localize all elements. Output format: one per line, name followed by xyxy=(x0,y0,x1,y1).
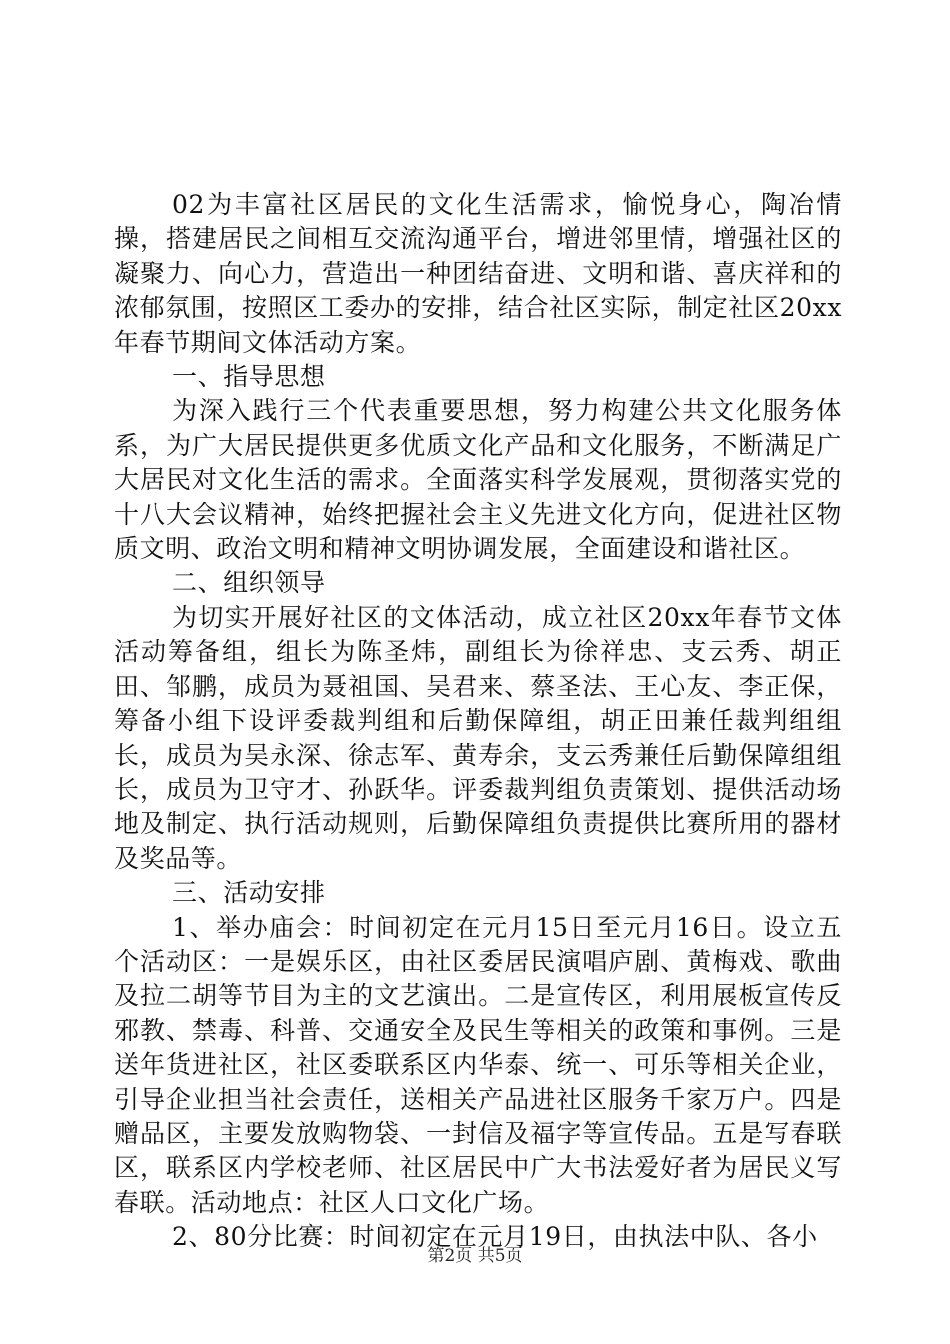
section-heading-activities: 三、活动安排 xyxy=(172,878,326,908)
section-heading-organization: 二、组织领导 xyxy=(172,568,326,598)
page-number-footer: 第2页 共5页 xyxy=(427,1246,523,1266)
card-game-paragraph: 2、80分比赛：时间初定在元月19日，由执法中队、各小 xyxy=(172,1222,818,1252)
guiding-thought-paragraph: 为深入践行三个代表重要思想，努力构建公共文化服务体系，为广大居民提供更多优质文化产品和文化服务，不断满足广大居民对文化生活的需求。全面落实科学发展观，贯彻落实党的十八大会议精神，始终把握社会主义先进文化方向，促进社区物质文明、政治文明和精神文明协调发展，全面建设和谐社区。 xyxy=(114,396,842,564)
document-body xyxy=(114,188,842,1255)
section-heading-guiding-thought: 一、指导思想 xyxy=(172,362,326,392)
organization-paragraph: 为切实开展好社区的文体活动，成立社区20xx年春节文体活动筹备组，组长为陈圣炜，副组长为徐祥忠、支云秀、胡正田、邹鹏，成员为聂祖国、吴君来、蔡圣法、王心友、李正保，筹备小组下设评委裁判组和后勤保障组，胡正田兼任裁判组组长，成员为吴永深、徐志军、黄寿余，支云秀兼任后勤保障组组长，成员为卫守才、孙跃华。评委裁判组负责策划、提供活动场地及制定、执行活动规则，后勤保障组负责提供比赛所用的器材及奖品等。 xyxy=(114,602,842,873)
intro-paragraph: 02为丰富社区居民的文化生活需求，愉悦身心，陶冶情操，搭建居民之间相互交流沟通平台，增进邻里情，增强社区的凝聚力、向心力，营造出一种团结奋进、文明和谐、喜庆祥和的浓郁氛围，按照区工委办的安排，结合社区实际，制定社区20xx年春节期间文体活动方案。 xyxy=(114,190,843,357)
temple-fair-paragraph: 1、举办庙会：时间初定在元月15日至元月16日。设立五个活动区：一是娱乐区，由社区委居民演唱庐剧、黄梅戏、歌曲及拉二胡等节目为主的文艺演出。二是宣传区，利用展板宣传反邪教、禁毒、科普、交通安全及民生等相关的政策和事例。三是送年货进社区，社区委联系区内华泰、统一、可乐等相关企业，引导企业担当社会责任，送相关产品进社区服务千家万户。四是赠品区，主要发放购物袋、一封信及福字等宣传品。五是写春联区，联系区内学校老师、社区居民中广大书法爱好者为居民义写春联。活动地点：社区人口文化广场。 xyxy=(114,912,842,1217)
